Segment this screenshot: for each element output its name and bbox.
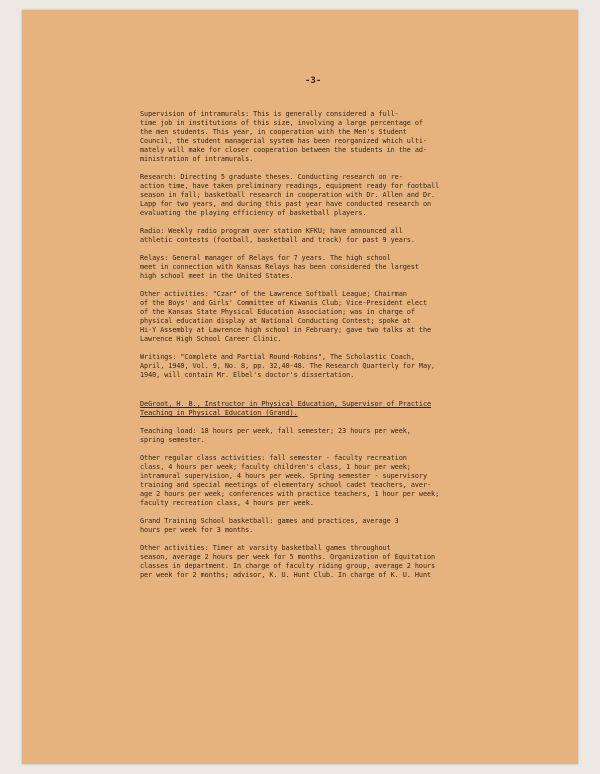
paragraph-relays [140,254,570,281]
text-line: Relays: General manager of Relays for 7 years. The high school [140,254,391,262]
text-line: physical education display at National Conducting Contest; spoke at [140,317,411,325]
text-line: classes in department. In charge of faculty riding group, average 2 hours [140,562,436,570]
text-line: age 2 hours per week; conferences with practice teachers, 1 hour per week; [140,490,440,498]
text-line: per week for 2 months; advisor, K. U. Hunt Club. In charge of K. U. Hunt [140,571,432,579]
text-line: 1940, will contain Mr. Elbel's doctor's dissertation. [140,371,355,379]
text-line: Supervision of intramurals: This is generally considered a full- [140,110,399,118]
paragraph-radio [140,227,570,245]
text-line: Other activities: "Czar" of the Lawrence Softball League; Chairman [140,290,407,298]
text-line: intramural supervision, 4 hours per week. Spring semester - supervisory [140,472,427,480]
page-number: -3- [305,76,322,86]
text-line: athletic contests (football, basketball and track) for past 9 years. [140,236,415,244]
paragraph-writings [140,353,570,380]
text-line: class, 4 hours per week; faculty children's class, 1 hour per week; [140,463,411,471]
paragraph-other-activities [140,290,570,344]
text-line: time job in institutions of this size, involving a large percentage of [140,119,423,127]
text-line: Lawrence High School Career Clinic. [140,335,282,343]
text-line: the men students. This year, in cooperation with the Men's Student [140,128,407,136]
text-line: mately will make for closer cooperation between the students in the ad- [140,146,427,154]
text-line: high school meet in the United States. [140,272,294,280]
text-line: action time, have taken preliminary readings, equipment ready for football [140,182,440,190]
text-line: evaluating the playing efficiency of basketball players. [140,209,367,217]
text-line: of the Kansas State Physical Education Association; was in charge of [140,308,415,316]
text-line: Other regular class activities: fall semester - faculty recreation [140,454,407,462]
text-line: Hi-Y Assembly at Lawrence high school in February; gave two talks at the [140,326,432,334]
text-line: of the Boys' and Girls' Committee of Kiwanis Club; Vice-President elect [140,299,427,307]
document-body [140,110,570,580]
text-line: training and special meetings of elementary school cadet teachers, aver- [140,481,432,489]
text-line: DeGroot, H. B., Instructor in Physical Education, Supervisor of Practice [140,400,432,408]
text-line: Lapp for two years, and during this past year have conducted research on [140,200,432,208]
paragraph-class-activities [140,454,570,508]
text-line: April, 1940, Vol. 9, No. 8, pp. 32,40-48. The Research Quarterly for May, [140,362,436,370]
text-line: Council, the student managerial system has been reorganized which ulti- [140,137,427,145]
paragraph-degroot-other-activities [140,544,570,580]
paragraph-intramurals [140,110,570,164]
paragraph-degroot-heading [140,400,570,418]
text-line: faculty recreation class, 4 hours per week. [140,499,314,507]
text-line: Research: Directing 5 graduate theses. Conducting research on re- [140,173,403,181]
paragraph-teaching-load [140,427,570,445]
paragraph-research [140,173,570,218]
text-line: Teaching in Physical Education (Grand). [140,409,298,417]
text-line: season, average 2 hours per week for 5 months. Organization of Equitation [140,553,436,561]
text-line: spring semester. [140,436,205,444]
text-line: Writings: "Complete and Partial Round-Robins", The Scholastic Coach, [140,353,415,361]
text-line: meet in connection with Kansas Relays has been considered the largest [140,263,419,271]
text-line: Other activities: Timer at varsity basketball games throughout [140,544,391,552]
document-page [22,10,578,764]
paragraph-basketball [140,517,570,535]
text-line: ministration of intramurals. [140,155,254,163]
text-line: Teaching load: 18 hours per week, fall semester; 23 hours per week, [140,427,411,435]
text-line: hours per week for 3 months. [140,526,254,534]
text-line: Grand Training School basketball: games and practices, average 3 [140,517,399,525]
text-line: season in fall; basketball research in cooperation with Dr. Allen and Dr. [140,191,436,199]
text-line: Radio: Weekly radio program over station KFKU; have announced all [140,227,403,235]
